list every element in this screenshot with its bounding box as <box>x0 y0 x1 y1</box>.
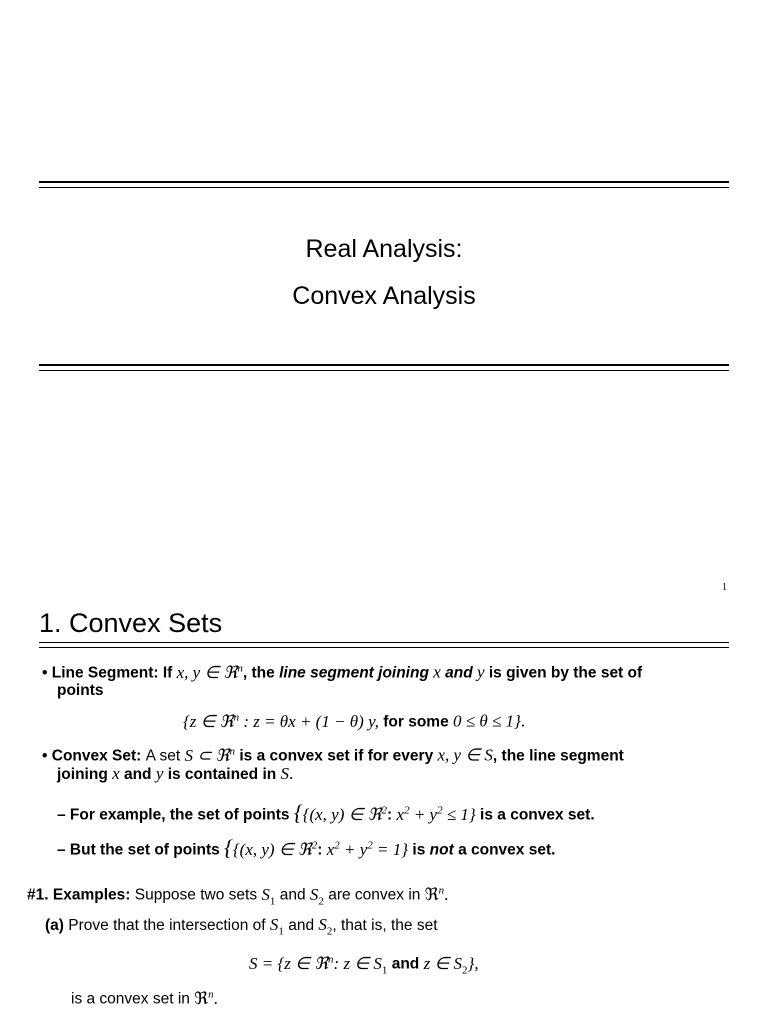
section-title: 1. Convex Sets <box>39 608 223 638</box>
examples-label: Examples: <box>52 886 131 904</box>
problem-part-a: (a) Prove that the intersection of $S_1$ and $S_2$, that is, the set <box>45 915 438 938</box>
page-number: 1 <box>722 582 727 593</box>
example-not-convex: – But the set of points {{(x, y) ∈ ℜ$^2$: $x^2 + y^2 = 1$} is not a convex set. <box>57 834 556 860</box>
line-segment-label: Line Segment: <box>51 664 159 682</box>
top-rule-2 <box>39 187 729 188</box>
math-xy-in-rn: x, y ∈ ℜ$^n$ <box>176 662 243 682</box>
example-convex: – For example, the set of points {{(x, y) ∈ ℜ$^2$: $x^2 + y^2 \le 1$} is a convex set. <box>57 799 595 825</box>
problem-conclusion: is a convex set in ℜ$^n$. <box>71 988 218 1008</box>
convex-set-cont: joining x and y is contained in S. <box>57 764 294 783</box>
section-rule-1 <box>39 642 729 643</box>
bullet-marker: • <box>42 664 48 682</box>
section-rule-2 <box>39 647 729 648</box>
line-segment-formula: {z ∈ ℜ$^n$ : z = θx + (1 − θ) y, for some 0 ≤ θ ≤ 1}. <box>183 711 526 731</box>
line-segment-cont: points <box>57 682 104 699</box>
title-line-1: Real Analysis: <box>305 235 463 263</box>
title-line-2: Convex Analysis <box>292 282 476 310</box>
intersection-set-formula: S = {z ∈ ℜ$^n$: z ∈ $S_1$ and z ∈ $S_2$}, <box>249 953 479 977</box>
bottom-rule-1 <box>39 364 729 366</box>
line-segment-bullet-row: • Line Segment: If x, y ∈ ℜ$^n$, the line segment joining x and y is given by the set of <box>42 662 643 682</box>
bottom-rule-2 <box>39 370 729 371</box>
problem-header: #1. Examples: Suppose two sets $S_1$ and $S_2$ are convex in ℜ$^n$. <box>27 884 449 908</box>
top-rule-1 <box>39 181 729 183</box>
convex-set-bullet-row: • Convex Set: A set S ⊂ ℜ$^n$ is a convex set if for every x, y ∈ S, the line segment <box>42 745 624 765</box>
convex-set-label: Convex Set: <box>51 747 142 765</box>
line-segment-phrase: line segment joining <box>279 664 429 682</box>
